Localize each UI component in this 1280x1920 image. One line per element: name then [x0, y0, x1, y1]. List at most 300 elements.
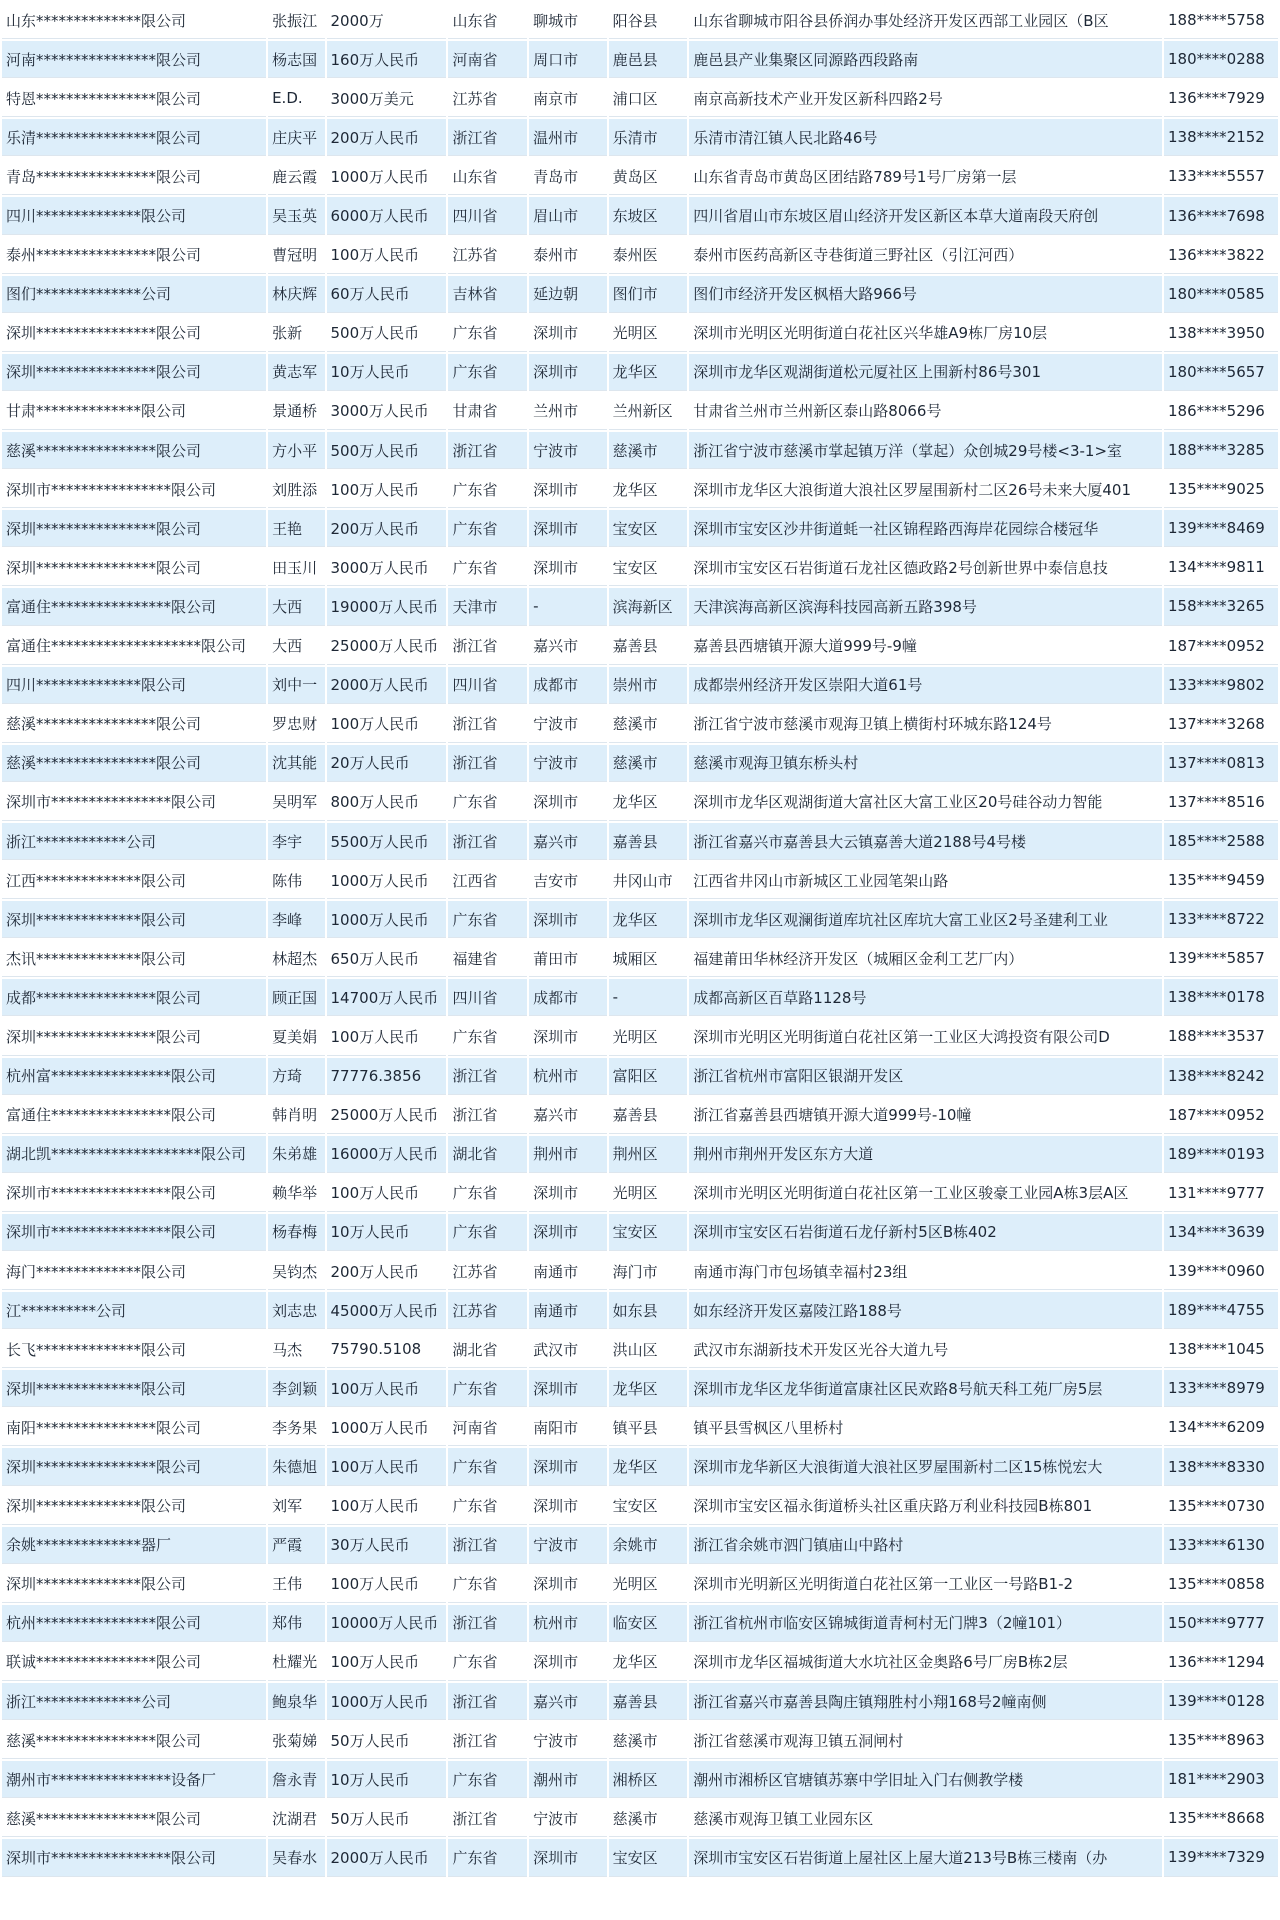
city-cell: 兰州市	[529, 393, 607, 430]
contact-name-cell: 朱弟雄	[268, 1136, 324, 1173]
table-row	[2, 471, 1278, 508]
district-cell: 井冈山市	[609, 862, 688, 899]
contact-name-cell: 张新	[268, 315, 324, 352]
company-name-cell: 深圳****************限公司	[2, 510, 266, 547]
city-cell: 深圳市	[529, 1370, 607, 1407]
table-row	[2, 1488, 1278, 1525]
city-cell: 南京市	[529, 80, 607, 117]
table-row	[2, 1605, 1278, 1642]
district-cell: 龙华区	[609, 1448, 688, 1485]
company-name-cell: 余姚**************器厂	[2, 1527, 266, 1564]
address-cell: 深圳市宝安区福永街道桥头社区重庆路万利业科技园B栋801	[689, 1488, 1162, 1525]
address-cell: 浙江省宁波市慈溪市观海卫镇上横街村环城东路124号	[689, 706, 1162, 743]
contact-name-cell: E.D.	[268, 80, 324, 117]
company-name-cell: 四川**************限公司	[2, 197, 266, 234]
registered-capital-cell: 200万人民币	[327, 119, 447, 156]
city-cell: 南通市	[529, 1292, 607, 1329]
district-cell: 阳谷县	[609, 2, 688, 39]
registered-capital-cell: 10万人民币	[327, 1761, 447, 1798]
contact-name-cell: 韩肖明	[268, 1097, 324, 1134]
contact-name-cell: 张振江	[268, 2, 324, 39]
district-cell: 宝安区	[609, 549, 688, 586]
phone-cell: 135****9459	[1164, 862, 1278, 899]
address-cell: 浙江省余姚市泗门镇庙山中路村	[689, 1527, 1162, 1564]
table-row	[2, 940, 1278, 977]
table-row	[2, 80, 1278, 117]
city-cell: 宁波市	[529, 1527, 607, 1564]
company-name-cell: 深圳市****************限公司	[2, 784, 266, 821]
contact-name-cell: 吴春水	[268, 1839, 324, 1876]
registered-capital-cell: 200万人民币	[327, 1253, 447, 1290]
company-name-cell: 乐清****************限公司	[2, 119, 266, 156]
table-row	[2, 1097, 1278, 1134]
city-cell: 深圳市	[529, 1214, 607, 1251]
province-cell: 广东省	[448, 471, 527, 508]
company-name-cell: 图们**************公司	[2, 276, 266, 313]
company-name-cell: 慈溪****************限公司	[2, 706, 266, 743]
province-cell: 福建省	[448, 940, 527, 977]
table-row	[2, 1409, 1278, 1446]
province-cell: 吉林省	[448, 276, 527, 313]
table-row	[2, 393, 1278, 430]
phone-cell: 133****5557	[1164, 158, 1278, 195]
phone-cell: 139****5857	[1164, 940, 1278, 977]
province-cell: 广东省	[448, 1644, 527, 1681]
city-cell: 嘉兴市	[529, 1683, 607, 1720]
company-name-cell: 深圳**************限公司	[2, 1370, 266, 1407]
company-name-cell: 深圳****************限公司	[2, 1018, 266, 1055]
registered-capital-cell: 19000万人民币	[327, 588, 447, 625]
phone-cell: 185****2588	[1164, 823, 1278, 860]
registered-capital-cell: 200万人民币	[327, 510, 447, 547]
province-cell: 浙江省	[448, 745, 527, 782]
phone-cell: 137****8516	[1164, 784, 1278, 821]
company-name-cell: 富通住********************限公司	[2, 628, 266, 665]
table-row	[2, 354, 1278, 391]
address-cell: 南京高新技术产业开发区新科四路2号	[689, 80, 1162, 117]
city-cell: 南通市	[529, 1253, 607, 1290]
district-cell: 鹿邑县	[609, 41, 688, 78]
province-cell: 浙江省	[448, 706, 527, 743]
address-cell: 山东省聊城市阳谷县侨润办事处经济开发区西部工业园区（B区	[689, 2, 1162, 39]
table-row	[2, 1722, 1278, 1759]
district-cell: 泰州医	[609, 237, 688, 274]
table-row	[2, 667, 1278, 704]
city-cell: 深圳市	[529, 510, 607, 547]
table-row	[2, 1331, 1278, 1368]
registered-capital-cell: 25000万人民币	[327, 1097, 447, 1134]
phone-cell: 134****9811	[1164, 549, 1278, 586]
city-cell: 深圳市	[529, 315, 607, 352]
table-row	[2, 1644, 1278, 1681]
company-name-cell: 南阳****************限公司	[2, 1409, 266, 1446]
district-cell: 滨海新区	[609, 588, 688, 625]
company-name-cell: 慈溪****************限公司	[2, 432, 266, 469]
contact-name-cell: 严霞	[268, 1527, 324, 1564]
registered-capital-cell: 3000万人民币	[327, 549, 447, 586]
phone-cell: 133****9802	[1164, 667, 1278, 704]
address-cell: 慈溪市观海卫镇东桥头村	[689, 745, 1162, 782]
district-cell: 龙华区	[609, 784, 688, 821]
contact-name-cell: 马杰	[268, 1331, 324, 1368]
district-cell: 慈溪市	[609, 1800, 688, 1837]
phone-cell: 136****3822	[1164, 237, 1278, 274]
district-cell: 镇平县	[609, 1409, 688, 1446]
registered-capital-cell: 50万人民币	[327, 1722, 447, 1759]
phone-cell: 135****0858	[1164, 1566, 1278, 1603]
address-cell: 深圳市龙华新区大浪街道大浪社区罗屋围新村二区15栋悦宏大	[689, 1448, 1162, 1485]
address-cell: 如东经济开发区嘉陵江路188号	[689, 1292, 1162, 1329]
phone-cell: 181****2903	[1164, 1761, 1278, 1798]
registered-capital-cell: 500万人民币	[327, 432, 447, 469]
city-cell: 深圳市	[529, 1018, 607, 1055]
contact-name-cell: 庄庆平	[268, 119, 324, 156]
address-cell: 四川省眉山市东坡区眉山经济开发区新区本草大道南段天府创	[689, 197, 1162, 234]
city-cell: 嘉兴市	[529, 628, 607, 665]
address-cell: 江西省井冈山市新城区工业园笔架山路	[689, 862, 1162, 899]
city-cell: 荆州市	[529, 1136, 607, 1173]
province-cell: 四川省	[448, 979, 527, 1016]
city-cell: 聊城市	[529, 2, 607, 39]
registered-capital-cell: 160万人民币	[327, 41, 447, 78]
province-cell: 天津市	[448, 588, 527, 625]
city-cell: 深圳市	[529, 549, 607, 586]
city-cell: 深圳市	[529, 1448, 607, 1485]
address-cell: 深圳市宝安区石岩街道石龙仔新村5区B栋402	[689, 1214, 1162, 1251]
company-name-cell: 江**********公司	[2, 1292, 266, 1329]
address-cell: 泰州市医药高新区寺巷街道三野社区（引江河西）	[689, 237, 1162, 274]
phone-cell: 138****8330	[1164, 1448, 1278, 1485]
district-cell: 湘桥区	[609, 1761, 688, 1798]
contact-name-cell: 吴明军	[268, 784, 324, 821]
city-cell: 潮州市	[529, 1761, 607, 1798]
phone-cell: 180****0585	[1164, 276, 1278, 313]
contact-name-cell: 大西	[268, 628, 324, 665]
contact-name-cell: 夏美娟	[268, 1018, 324, 1055]
province-cell: 广东省	[448, 510, 527, 547]
company-name-cell: 富通住****************限公司	[2, 1097, 266, 1134]
province-cell: 江苏省	[448, 80, 527, 117]
registered-capital-cell: 10万人民币	[327, 1214, 447, 1251]
province-cell: 河南省	[448, 41, 527, 78]
province-cell: 浙江省	[448, 1097, 527, 1134]
registered-capital-cell: 3000万美元	[327, 80, 447, 117]
contact-name-cell: 方琦	[268, 1058, 324, 1095]
table-row	[2, 745, 1278, 782]
address-cell: 深圳市宝安区沙井街道蚝一社区锦程路西海岸花园综合楼冠华	[689, 510, 1162, 547]
contact-name-cell: 大西	[268, 588, 324, 625]
district-cell: 富阳区	[609, 1058, 688, 1095]
table-row	[2, 1527, 1278, 1564]
company-name-cell: 深圳**************限公司	[2, 1488, 266, 1525]
address-cell: 甘肃省兰州市兰州新区泰山路8066号	[689, 393, 1162, 430]
table-row	[2, 1018, 1278, 1055]
district-cell: 龙华区	[609, 1370, 688, 1407]
table-row	[2, 1214, 1278, 1251]
province-cell: 江西省	[448, 862, 527, 899]
company-name-cell: 泰州****************限公司	[2, 237, 266, 274]
district-cell: 慈溪市	[609, 706, 688, 743]
district-cell: 东坡区	[609, 197, 688, 234]
province-cell: 广东省	[448, 1488, 527, 1525]
phone-cell: 136****7698	[1164, 197, 1278, 234]
province-cell: 广东省	[448, 1761, 527, 1798]
province-cell: 广东省	[448, 1566, 527, 1603]
district-cell: 龙华区	[609, 1644, 688, 1681]
company-name-cell: 杭州富****************限公司	[2, 1058, 266, 1095]
province-cell: 浙江省	[448, 119, 527, 156]
registered-capital-cell: 20万人民币	[327, 745, 447, 782]
company-name-cell: 深圳市****************限公司	[2, 1214, 266, 1251]
province-cell: 广东省	[448, 901, 527, 938]
province-cell: 浙江省	[448, 823, 527, 860]
table-row	[2, 1566, 1278, 1603]
registered-capital-cell: 3000万人民币	[327, 393, 447, 430]
district-cell: 嘉善县	[609, 628, 688, 665]
city-cell: 嘉兴市	[529, 823, 607, 860]
province-cell: 浙江省	[448, 1722, 527, 1759]
phone-cell: 158****3265	[1164, 588, 1278, 625]
phone-cell: 138****0178	[1164, 979, 1278, 1016]
city-cell: -	[529, 588, 607, 625]
contact-name-cell: 李剑颖	[268, 1370, 324, 1407]
city-cell: 深圳市	[529, 354, 607, 391]
registered-capital-cell: 100万人民币	[327, 1018, 447, 1055]
province-cell: 广东省	[448, 1839, 527, 1876]
contact-name-cell: 郑伟	[268, 1605, 324, 1642]
table-row	[2, 549, 1278, 586]
district-cell: 嘉善县	[609, 1097, 688, 1134]
city-cell: 深圳市	[529, 1839, 607, 1876]
registered-capital-cell: 50万人民币	[327, 1800, 447, 1837]
company-name-cell: 慈溪****************限公司	[2, 1722, 266, 1759]
city-cell: 深圳市	[529, 901, 607, 938]
district-cell: 乐清市	[609, 119, 688, 156]
contact-name-cell: 李宇	[268, 823, 324, 860]
phone-cell: 137****3268	[1164, 706, 1278, 743]
table-row	[2, 197, 1278, 234]
district-cell: 崇州市	[609, 667, 688, 704]
table-row	[2, 1136, 1278, 1173]
registered-capital-cell: 60万人民币	[327, 276, 447, 313]
city-cell: 成都市	[529, 667, 607, 704]
contact-name-cell: 杨春梅	[268, 1214, 324, 1251]
contact-name-cell: 李峰	[268, 901, 324, 938]
contact-name-cell: 刘胜添	[268, 471, 324, 508]
company-name-cell: 江西**************限公司	[2, 862, 266, 899]
company-name-cell: 山东**************限公司	[2, 2, 266, 39]
phone-cell: 135****0730	[1164, 1488, 1278, 1525]
province-cell: 广东省	[448, 1370, 527, 1407]
address-cell: 深圳市光明区光明街道白花社区兴华雄A9栋厂房10层	[689, 315, 1162, 352]
city-cell: 深圳市	[529, 784, 607, 821]
table-row	[2, 588, 1278, 625]
company-name-cell: 富通住****************限公司	[2, 588, 266, 625]
registered-capital-cell: 100万人民币	[327, 1644, 447, 1681]
city-cell: 延边朝	[529, 276, 607, 313]
contact-name-cell: 刘军	[268, 1488, 324, 1525]
company-name-cell: 杭州****************限公司	[2, 1605, 266, 1642]
phone-cell: 138****2152	[1164, 119, 1278, 156]
contact-name-cell: 王伟	[268, 1566, 324, 1603]
company-name-cell: 浙江************公司	[2, 823, 266, 860]
contact-name-cell: 杜耀光	[268, 1644, 324, 1681]
registered-capital-cell: 14700万人民币	[327, 979, 447, 1016]
district-cell: 慈溪市	[609, 432, 688, 469]
company-name-cell: 深圳****************限公司	[2, 354, 266, 391]
address-cell: 深圳市龙华区大浪街道大浪社区罗屋围新村二区26号未来大厦401	[689, 471, 1162, 508]
company-name-cell: 特恩****************限公司	[2, 80, 266, 117]
address-cell: 浙江省宁波市慈溪市掌起镇万洋（掌起）众创城29号楼<3-1>室	[689, 432, 1162, 469]
district-cell: 浦口区	[609, 80, 688, 117]
contact-name-cell: 詹永青	[268, 1761, 324, 1798]
company-name-cell: 湖北凯********************限公司	[2, 1136, 266, 1173]
contact-name-cell: 顾正国	[268, 979, 324, 1016]
province-cell: 四川省	[448, 667, 527, 704]
contact-name-cell: 刘志忠	[268, 1292, 324, 1329]
company-name-cell: 杰讯**************限公司	[2, 940, 266, 977]
city-cell: 青岛市	[529, 158, 607, 195]
registered-capital-cell: 100万人民币	[327, 471, 447, 508]
address-cell: 浙江省杭州市富阳区银湖开发区	[689, 1058, 1162, 1095]
city-cell: 莆田市	[529, 940, 607, 977]
district-cell: 荆州区	[609, 1136, 688, 1173]
phone-cell: 136****1294	[1164, 1644, 1278, 1681]
company-name-cell: 潮州市****************设备厂	[2, 1761, 266, 1798]
contact-name-cell: 曹冠明	[268, 237, 324, 274]
city-cell: 宁波市	[529, 706, 607, 743]
registered-capital-cell: 10000万人民币	[327, 1605, 447, 1642]
registered-capital-cell: 1000万人民币	[327, 901, 447, 938]
city-cell: 深圳市	[529, 1175, 607, 1212]
registered-capital-cell: 1000万人民币	[327, 1409, 447, 1446]
address-cell: 深圳市龙华区观澜街道库坑社区库坑大富工业区2号圣建利工业	[689, 901, 1162, 938]
phone-cell: 139****0128	[1164, 1683, 1278, 1720]
table-row	[2, 901, 1278, 938]
phone-cell: 139****0960	[1164, 1253, 1278, 1290]
company-name-cell: 深圳****************限公司	[2, 315, 266, 352]
phone-cell: 134****3639	[1164, 1214, 1278, 1251]
city-cell: 杭州市	[529, 1058, 607, 1095]
address-cell: 荆州市荆州开发区东方大道	[689, 1136, 1162, 1173]
address-cell: 乐清市清江镇人民北路46号	[689, 119, 1162, 156]
district-cell: 龙华区	[609, 901, 688, 938]
registered-capital-cell: 1000万人民币	[327, 862, 447, 899]
registered-capital-cell: 75790.5108	[327, 1331, 447, 1368]
city-cell: 宁波市	[529, 745, 607, 782]
registered-capital-cell: 800万人民币	[327, 784, 447, 821]
table-row	[2, 1683, 1278, 1720]
contact-name-cell: 鹿云霞	[268, 158, 324, 195]
address-cell: 镇平县雪枫区八里桥村	[689, 1409, 1162, 1446]
table-row	[2, 41, 1278, 78]
phone-cell: 139****7329	[1164, 1839, 1278, 1876]
table-row	[2, 706, 1278, 743]
company-name-cell: 慈溪****************限公司	[2, 1800, 266, 1837]
contact-name-cell: 朱德旭	[268, 1448, 324, 1485]
registered-capital-cell: 1000万人民币	[327, 158, 447, 195]
province-cell: 广东省	[448, 1018, 527, 1055]
company-name-cell: 浙江**************公司	[2, 1683, 266, 1720]
registered-capital-cell: 100万人民币	[327, 1448, 447, 1485]
phone-cell: 188****3285	[1164, 432, 1278, 469]
city-cell: 宁波市	[529, 1800, 607, 1837]
phone-cell: 135****8668	[1164, 1800, 1278, 1837]
province-cell: 湖北省	[448, 1136, 527, 1173]
company-name-cell: 甘肃**************限公司	[2, 393, 266, 430]
phone-cell: 187****0952	[1164, 628, 1278, 665]
registered-capital-cell: 2000万人民币	[327, 1839, 447, 1876]
province-cell: 广东省	[448, 784, 527, 821]
table-row	[2, 979, 1278, 1016]
company-name-cell: 深圳市****************限公司	[2, 1175, 266, 1212]
phone-cell: 137****0813	[1164, 745, 1278, 782]
company-name-cell: 深圳市****************限公司	[2, 471, 266, 508]
company-name-cell: 深圳****************限公司	[2, 549, 266, 586]
table-row	[2, 1292, 1278, 1329]
address-cell: 浙江省嘉善县西塘镇开源大道999号-10幢	[689, 1097, 1162, 1134]
table-row	[2, 1448, 1278, 1485]
district-cell: 兰州新区	[609, 393, 688, 430]
table-row	[2, 628, 1278, 665]
province-cell: 广东省	[448, 1448, 527, 1485]
registered-capital-cell: 100万人民币	[327, 1566, 447, 1603]
company-name-cell: 深圳市****************限公司	[2, 1839, 266, 1876]
company-name-cell: 联诚****************限公司	[2, 1644, 266, 1681]
registered-capital-cell: 100万人民币	[327, 1175, 447, 1212]
province-cell: 浙江省	[448, 1683, 527, 1720]
address-cell: 图们市经济开发区枫梧大路966号	[689, 276, 1162, 313]
table-row	[2, 158, 1278, 195]
contact-name-cell: 罗忠财	[268, 706, 324, 743]
registered-capital-cell: 45000万人民币	[327, 1292, 447, 1329]
district-cell: 城厢区	[609, 940, 688, 977]
registered-capital-cell: 1000万人民币	[327, 1683, 447, 1720]
address-cell: 潮州市湘桥区官塘镇苏寨中学旧址入门右侧教学楼	[689, 1761, 1162, 1798]
table-row	[2, 510, 1278, 547]
table-row	[2, 1253, 1278, 1290]
table-row	[2, 119, 1278, 156]
table-row	[2, 1175, 1278, 1212]
company-name-cell: 长飞**************限公司	[2, 1331, 266, 1368]
phone-cell: 138****8242	[1164, 1058, 1278, 1095]
address-cell: 成都崇州经济开发区崇阳大道61号	[689, 667, 1162, 704]
address-cell: 深圳市龙华区龙华街道富康社区民欢路8号航天科工苑厂房5层	[689, 1370, 1162, 1407]
company-name-cell: 慈溪****************限公司	[2, 745, 266, 782]
contact-name-cell: 田玉川	[268, 549, 324, 586]
address-cell: 深圳市龙华区福城街道大水坑社区金奥路6号厂房B栋2层	[689, 1644, 1162, 1681]
registered-capital-cell: 100万人民币	[327, 706, 447, 743]
phone-cell: 131****9777	[1164, 1175, 1278, 1212]
city-cell: 宁波市	[529, 1722, 607, 1759]
province-cell: 四川省	[448, 197, 527, 234]
registered-capital-cell: 16000万人民币	[327, 1136, 447, 1173]
city-cell: 南阳市	[529, 1409, 607, 1446]
province-cell: 广东省	[448, 549, 527, 586]
company-name-cell: 成都****************限公司	[2, 979, 266, 1016]
table-row	[2, 862, 1278, 899]
contact-name-cell: 景通桥	[268, 393, 324, 430]
address-cell: 浙江省嘉兴市嘉善县陶庄镇翔胜村小翔168号2幢南侧	[689, 1683, 1162, 1720]
phone-cell: 188****5758	[1164, 2, 1278, 39]
registered-capital-cell: 650万人民币	[327, 940, 447, 977]
district-cell: -	[609, 979, 688, 1016]
contact-name-cell: 沈湖君	[268, 1800, 324, 1837]
district-cell: 宝安区	[609, 1214, 688, 1251]
company-name-cell: 深圳**************限公司	[2, 1566, 266, 1603]
district-cell: 龙华区	[609, 354, 688, 391]
phone-cell: 133****6130	[1164, 1527, 1278, 1564]
